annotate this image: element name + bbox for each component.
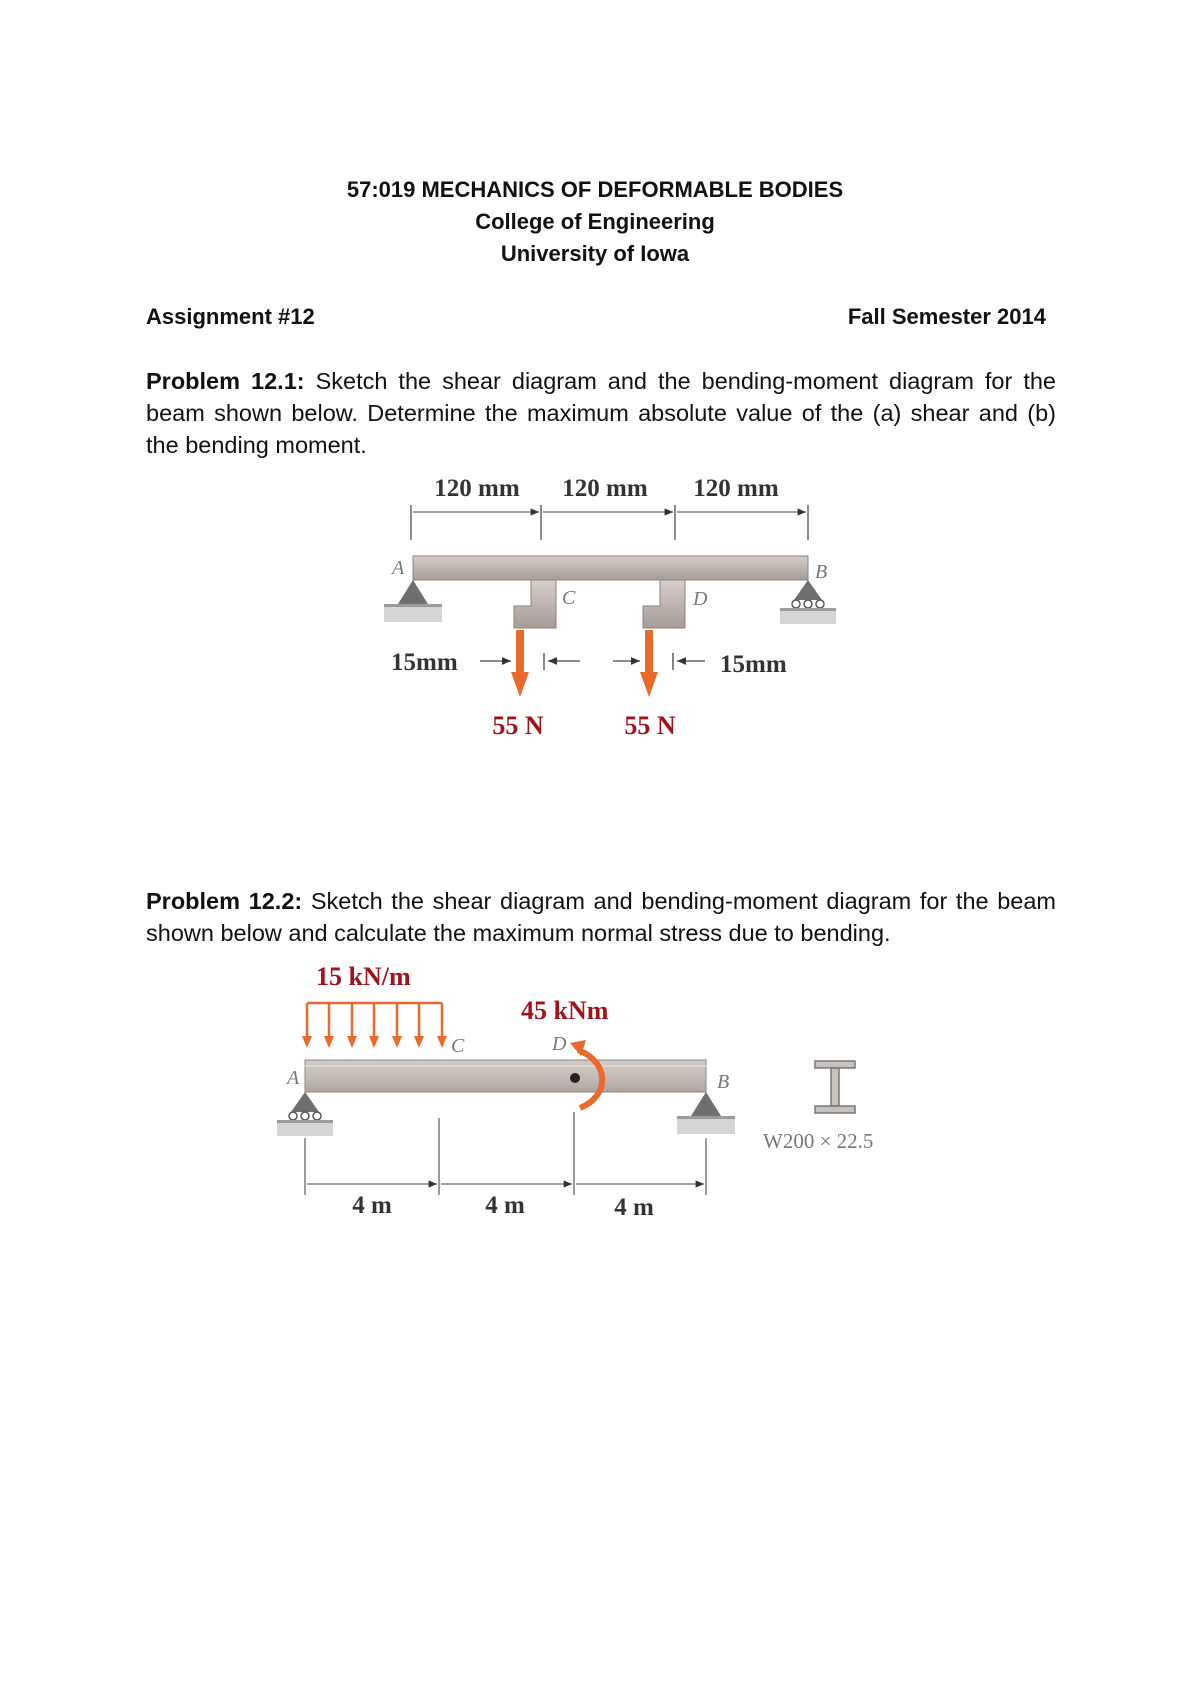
fig2-pin-support-b [677,1092,735,1134]
fig1-offset-right: 15mm [720,651,787,678]
fig1-dim-1: 120 mm [434,475,520,502]
fig2-point-d: D [552,1033,567,1055]
fig2-span-1: 4 m [352,1192,392,1219]
fig1-load-arrow-c [511,630,529,697]
college-name: College of Engineering [475,209,715,234]
fig1-dim-2: 120 mm [562,475,648,502]
fig1-load-label-c: 55 N [492,711,544,740]
problem-2-label: Problem 12.2: [146,888,303,914]
university-name: University of Iowa [500,241,690,266]
fig2-beam [305,1060,706,1092]
problem-1-label: Problem 12.1: [146,368,305,394]
fig2-point-c: C [451,1035,465,1057]
fig1-beam [413,556,808,580]
assignment-number: Assignment #12 [146,304,315,329]
fig1-bracket-c [514,580,556,628]
fig1-pin-support-a [384,580,442,622]
fig2-distributed-load [302,1003,447,1048]
fig2-span-2: 4 m [485,1192,525,1219]
fig2-roller-support-a [277,1092,333,1136]
fig1-point-d: D [693,588,708,610]
fig1-dim-3: 120 mm [693,475,779,502]
fig1-offset-left: 15mm [391,649,458,676]
fig1-point-b: B [815,561,828,583]
problem-2-text: Sketch the shear diagram and bending-moment diagram for the beam shown below and calculate the maximum normal stress due to bending. [146,888,1056,946]
fig2-couple-label: 45 kNm [521,996,609,1025]
fig1-roller-support-b [780,580,836,624]
fig1-load-label-d: 55 N [624,711,676,740]
fig1-load-arrow-d [640,630,658,697]
fig2-point-b: B [717,1071,730,1093]
fig2-section-label: W200 × 22.5 [763,1129,874,1153]
fig2-span-3: 4 m [614,1194,654,1221]
fig2-point-d-dot [570,1073,580,1083]
figure-1-beam-diagram [384,475,836,740]
i-beam-section-icon [815,1061,855,1113]
fig1-bracket-d [643,580,685,628]
semester: Fall Semester 2014 [847,304,1046,329]
fig1-point-c: C [562,587,576,609]
fig2-point-a: A [287,1067,300,1089]
problem-1-text: Sketch the shear diagram and the bending-moment diagram for the beam shown below. Determine the maximum absolute value of the (a) shear and (b) the bending moment. [146,368,1056,458]
fig2-distributed-load-label: 15 kN/m [316,962,411,991]
course-title: 57:019 MECHANICS OF DEFORMABLE BODIES [346,177,844,202]
fig1-point-a: A [392,557,405,579]
figure-2-beam-diagram [277,962,873,1221]
